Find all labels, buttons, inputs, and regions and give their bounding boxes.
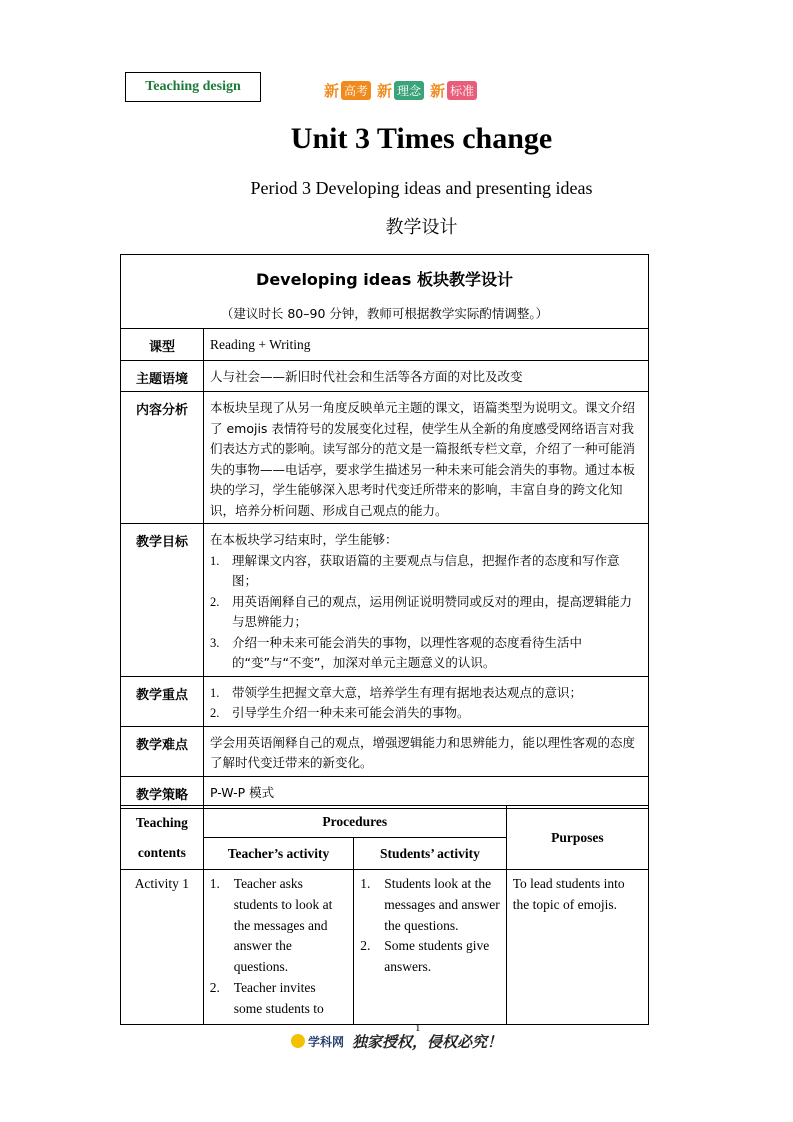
list-num: 1. <box>210 553 220 568</box>
design-table-heading: Developing ideas 板块教学设计 <box>256 270 513 289</box>
list-num: 3. <box>210 635 220 650</box>
row-value-strategy: P-W-P 模式 <box>204 776 649 808</box>
row-label-objectives: 教学目标 <box>121 524 204 677</box>
procedure-table <box>120 805 649 1025</box>
list-num: 2. <box>210 706 220 720</box>
row-content: Activity 1 <box>121 870 204 1025</box>
header-purposes: Purposes <box>506 806 648 870</box>
row-label-strategy: 教学策略 <box>121 776 204 808</box>
page-subtitle: Period 3 Developing ideas and presenting ideas <box>250 178 593 198</box>
row-label-key-points: 教学重点 <box>121 676 204 726</box>
header-contents <box>121 806 204 870</box>
row-label-theme: 主题语境 <box>121 361 204 392</box>
teacher-activity-list <box>210 874 347 1020</box>
row-label-difficulties: 教学难点 <box>121 726 204 776</box>
list-item <box>360 874 499 936</box>
header-contents-line-1: Teaching <box>135 814 188 830</box>
slogan-banner <box>320 80 477 100</box>
slogan-xin-1: 新 <box>324 81 340 100</box>
footer-logo <box>291 1033 344 1050</box>
list-text: Teacher invites some students to <box>233 979 324 1016</box>
list-text: Teacher asks students to look at the messages and answer the questions. <box>233 876 333 975</box>
list-item <box>210 703 642 724</box>
list-item <box>210 874 347 978</box>
list-num: 2. <box>210 594 220 609</box>
list-num: 2. <box>209 979 220 995</box>
header-contents-line-2: contents <box>137 844 186 860</box>
header-teacher-activity: Teacher’s activity <box>203 838 353 870</box>
row-value-analysis: 本板块呈现了从另一角度反映单元主题的课文，语篇类型为说明文。课文介绍了 emojis 表情符号的发展变化过程，使学生从全新的角度感受网络语言对我们表达方式的影响。读写部分的范文是一篇报纸专栏文章，介绍了一种可能消失的事物——电话亭，要求学生描述另一种未来可能会消失的事物。通过本板块的学习，学生能够深入思考时代变迁所带来的影响，丰富自身的跨文化知识，培养分析问题、形成自己观点的能力。 <box>204 392 649 524</box>
design-table-header <box>121 255 649 329</box>
key-points-list <box>210 683 642 724</box>
list-text: 引导学生介绍一种未来可能会消失的事物。 <box>232 705 470 720</box>
list-text: Students look at the messages and answer the questions. <box>384 876 500 933</box>
page-subtitle-cn: 教学设计 <box>385 217 458 238</box>
badge-label: Teaching design <box>145 79 241 94</box>
list-item <box>210 633 642 674</box>
row-value-objectives <box>204 524 649 677</box>
row-value-key-points <box>204 676 649 726</box>
row-value-type: Reading + Writing <box>204 329 649 361</box>
slogan-pill-1: 高考 <box>341 81 371 100</box>
header-procedures: Procedures <box>203 806 506 838</box>
lightbulb-icon <box>291 1034 305 1048</box>
list-text: 理解课文内容，获取语篇的主要观点与信息，把握作者的态度和写作意图； <box>232 552 620 588</box>
list-num: 2. <box>360 938 371 954</box>
list-text: 带领学生把握文章大意，培养学生有理有据地表达观点的意识； <box>232 684 583 700</box>
slogan-pill-2: 理念 <box>394 81 424 100</box>
list-item <box>210 978 347 1020</box>
row-students-activity <box>354 870 506 1025</box>
list-text: 介绍一种未来可能会消失的事物，以理性客观的态度看待生活中的“变”与“不变”，加深对单元主题意义的认识。 <box>232 634 583 670</box>
footer-slogan: 独家授权，侵权必究！ <box>352 1032 503 1051</box>
list-num: 1. <box>360 876 371 891</box>
list-item <box>360 936 499 978</box>
list-num: 1. <box>210 685 220 700</box>
row-value-theme: 人与社会——新旧时代社会和生活等各方面的对比及改变 <box>204 361 649 392</box>
list-item <box>210 683 642 704</box>
page-number: 1 <box>415 1022 421 1034</box>
row-label-analysis: 内容分析 <box>121 392 204 524</box>
header-students-activity: Students’ activity <box>354 838 506 870</box>
list-num: 1. <box>209 876 220 891</box>
list-item <box>210 592 642 633</box>
row-teacher-activity <box>203 870 353 1025</box>
row-purpose: To lead students into the topic of emojis. <box>506 870 648 1025</box>
list-text: Some students give answers. <box>384 938 490 975</box>
page-title: Unit 3 Times change <box>290 122 553 155</box>
slogan-xin-3: 新 <box>430 81 446 100</box>
design-table-note: （建议时长 80–90 分钟，教师可根据教学实际酌情调整。） <box>220 306 549 321</box>
design-table <box>120 254 649 809</box>
row-value-difficulties: 学会用英语阐释自己的观点，增强逻辑能力和思辨能力，能以理性客观的态度了解时代变迁带来的新变化。 <box>204 726 649 776</box>
slogan-xin-2: 新 <box>377 81 393 100</box>
row-label-type: 课型 <box>121 329 204 361</box>
students-activity-list <box>360 874 499 978</box>
objectives-list <box>210 551 642 674</box>
objectives-intro: 在本板块学习结束时，学生能够： <box>210 532 398 547</box>
list-item <box>210 551 642 592</box>
footer <box>0 1028 793 1054</box>
footer-logo-text: 学科网 <box>307 1034 344 1049</box>
list-text: 用英语阐释自己的观点，运用例证说明赞同或反对的理由，提高逻辑能力与思辨能力； <box>232 593 633 629</box>
slogan-pill-3: 标准 <box>447 81 477 100</box>
teaching-design-badge <box>125 72 261 102</box>
